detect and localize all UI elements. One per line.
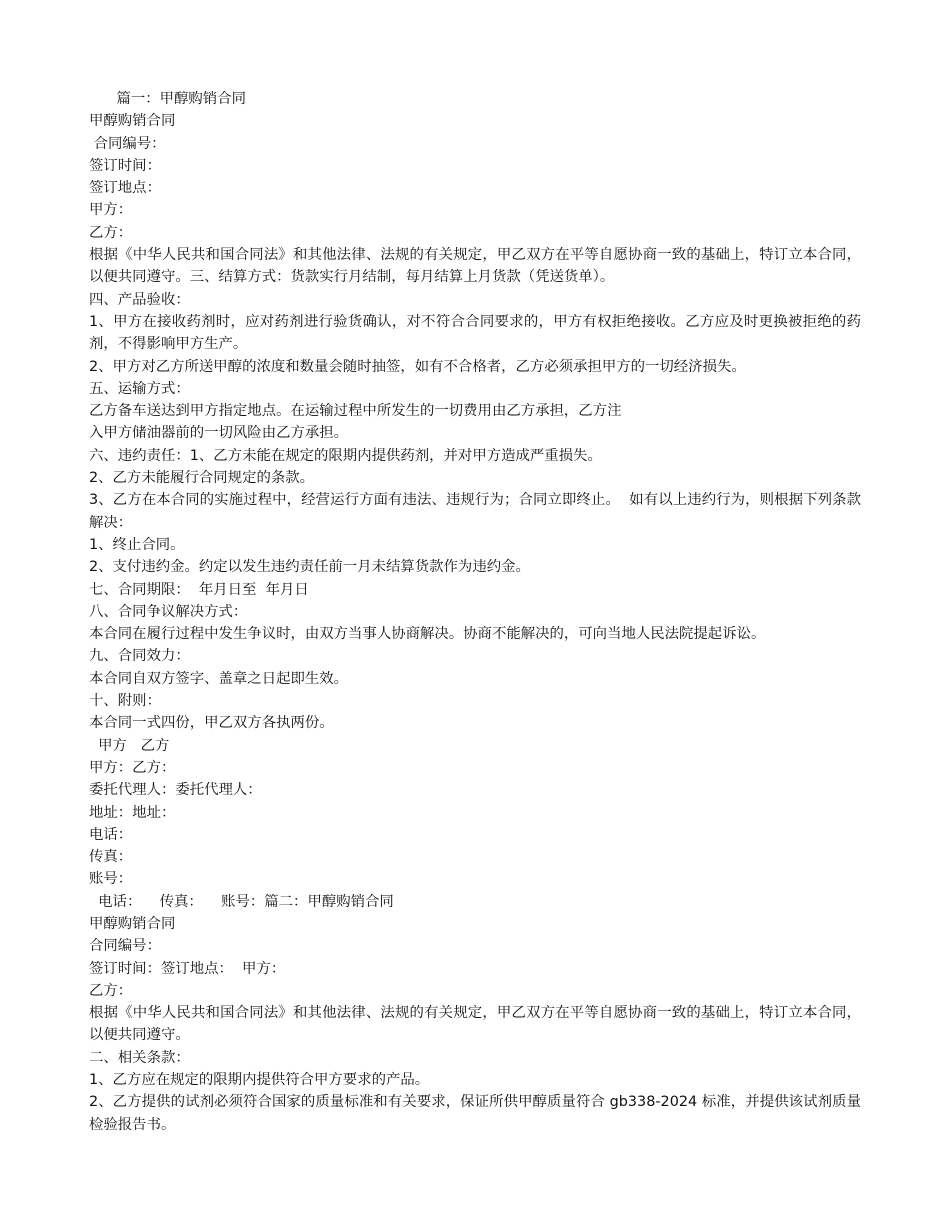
doc-line: 九、合同效力： — [89, 648, 190, 665]
doc-line: 甲醇购销合同 — [89, 113, 176, 130]
doc-line: 甲方： — [89, 202, 133, 219]
doc-line: 1、乙方应在规定的限期内提供符合甲方要求的产品。 — [89, 1072, 430, 1089]
doc-line: 入甲方储油器前的一切风险由乙方承担。 — [89, 425, 349, 442]
doc-line: 十、附则： — [89, 693, 161, 710]
doc-line: 1、终止合同。 — [89, 536, 185, 553]
doc-line: 电话： 传真： 账号：篇二：甲醇购销合同 — [89, 893, 394, 910]
doc-line: 2、支付违约金。约定以发生违约责任前一月未结算货款作为违约金。 — [89, 559, 530, 576]
doc-line: 二、相关条款： — [89, 1049, 190, 1066]
doc-line: 甲醇购销合同 — [89, 915, 176, 932]
doc-line: 签订地点： — [89, 180, 161, 197]
doc-line: 账号： — [89, 871, 133, 888]
doc-line: 六、违约责任：1、乙方未能在规定的限期内提供药剂，并对甲方造成严重损失。 — [89, 447, 602, 464]
doc-line: 合同编号： — [89, 938, 161, 955]
doc-line: 乙方备车送达到甲方指定地点。在运输过程中所发生的一切费用由乙方承担，乙方注 — [89, 403, 622, 420]
doc-line: 八、合同争议解决方式： — [89, 603, 248, 620]
doc-line: 乙方： — [89, 982, 133, 999]
doc-line: 委托代理人：委托代理人： — [89, 782, 262, 799]
doc-line: 本合同一式四份，甲乙双方各执两份。 — [89, 715, 334, 732]
doc-line: 地址：地址： — [89, 804, 176, 821]
doc-line: 签订时间：签订地点： 甲方： — [89, 960, 286, 977]
doc-line: 根据《中华人民共和国合同法》和其他法律、法规的有关规定，甲乙双方在平等自愿协商一致的基础上，特订立本合同，以便共同遵守。 — [89, 1005, 861, 1044]
doc-line: 传真： — [89, 849, 133, 866]
doc-line: 2、乙方未能履行合同规定的条款。 — [89, 470, 315, 487]
doc-line: 电话： — [89, 826, 133, 843]
doc-line: 乙方： — [89, 224, 133, 241]
doc-line: 2、甲方对乙方所送甲醇的浓度和数量会随时抽签，如有不合格者，乙方必须承担甲方的一切经济损失。 — [89, 358, 746, 375]
doc-line: 1、甲方在接收药剂时，应对药剂进行验货确认，对不符合合同要求的，甲方有权拒绝接收。乙方应及时更换被拒绝的药剂，不得影响甲方生产。 — [89, 313, 861, 353]
doc-line: 四、产品验收： — [89, 291, 190, 308]
doc-line: 本合同自双方签字、盖章之日起即生效。 — [89, 670, 349, 687]
doc-line: 甲方 乙方 — [89, 737, 170, 754]
doc-line: 本合同在履行过程中发生争议时，由双方当事人协商解决。协商不能解决的，可向当地人民法院提起诉讼。 — [89, 626, 766, 643]
doc-line: 甲方：乙方： — [89, 759, 176, 776]
doc-line: 根据《中华人民共和国合同法》和其他法律、法规的有关规定，甲乙双方在平等自愿协商一致的基础上，特订立本合同，以便共同遵守。三、结算方式：货款实行月结制，每月结算上月货款（凭送货单）。 — [89, 247, 861, 286]
doc-line: 五、运输方式： — [89, 380, 190, 397]
doc-line: 合同编号： — [89, 135, 166, 152]
doc-line: 签订时间： — [89, 157, 161, 174]
doc-line: 2、乙方提供的试剂必须符合国家的质量标准和有关要求，保证所供甲醇质量符合 gb338-2024 标准，并提供该试剂质量检验报告书。 — [89, 1094, 861, 1133]
doc-line: 3、乙方在本合同的实施过程中，经营运行方面有违法、违规行为；合同立即终止。 如有以上违约行为，则根据下列条款解决： — [89, 492, 861, 531]
doc-line: 七、合同期限： 年月日至 年月日 — [89, 581, 309, 598]
document-body — [89, 88, 861, 1136]
doc-line: 篇一：甲醇购销合同 — [89, 91, 246, 107]
